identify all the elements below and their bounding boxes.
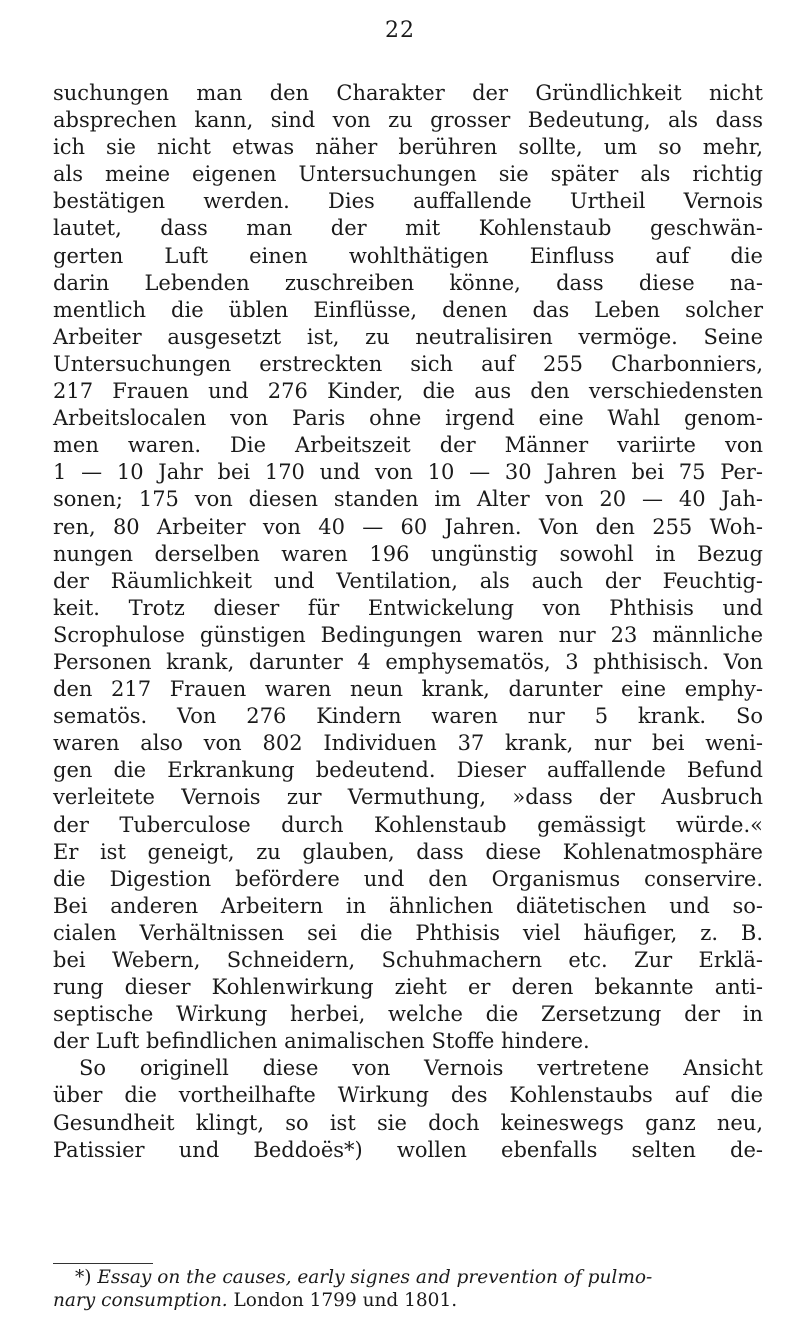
text-line: den 217 Frauen waren neun krank, darunter eine emphy-: [53, 677, 763, 702]
page-number: 22: [385, 18, 415, 43]
footnote-title-part2: nary consumption.: [53, 1290, 228, 1311]
text-line: sonen; 175 von diesen standen im Alter von 20 — 40 Jah-: [53, 487, 763, 512]
text-line: verleitete Vernois zur Vermuthung, »dass der Ausbruch: [53, 785, 763, 810]
text-line: absprechen kann, sind von zu grosser Bedeutung, als dass: [53, 108, 763, 133]
footnote-marker: *): [75, 1267, 92, 1288]
text-line: rung dieser Kohlenwirkung zieht er deren bekannte anti-: [53, 975, 763, 1000]
text-line: Patissier und Beddoës*) wollen ebenfalls selten de-: [53, 1137, 763, 1162]
text-line: Personen krank, darunter 4 emphysematös, 3 phthisisch. Von: [53, 649, 763, 674]
text-line: gen die Erkrankung bedeutend. Dieser auffallende Befund: [53, 758, 763, 783]
text-line: der Tuberculose durch Kohlenstaub gemässigt würde.«: [53, 812, 763, 837]
text-line: suchungen man den Charakter der Gründlichkeit nicht: [53, 81, 763, 105]
text-line: ich sie nicht etwas näher berühren sollte, um so mehr,: [53, 135, 763, 160]
text-line: keit. Trotz dieser für Entwickelung von Phthisis und: [53, 595, 763, 620]
text-line: cialen Verhältnissen sei die Phthisis viel häufiger, z. B.: [53, 920, 763, 945]
text-line: septische Wirkung herbei, welche die Zersetzung der in: [53, 1002, 763, 1027]
text-line: der Räumlichkeit und Ventilation, als auch der Feuchtig-: [53, 568, 763, 593]
text-line: Scrophulose günstigen Bedingungen waren nur 23 männliche: [53, 622, 763, 647]
text-line: über die vortheilhafte Wirkung des Kohlenstaubs auf die: [53, 1083, 763, 1108]
text-line: die Digestion befördere und den Organismus conservire.: [53, 866, 763, 891]
text-line: bestätigen werden. Dies auffallende Urtheil Vernois: [53, 189, 763, 214]
text-line: Arbeitslocalen von Paris ohne irgend eine Wahl genom-: [53, 406, 763, 431]
text-line: Bei anderen Arbeitern in ähnlichen diätetischen und so-: [53, 893, 763, 918]
text-line: als meine eigenen Untersuchungen sie später als richtig: [53, 162, 763, 187]
footnote-title-part1: Essay on the causes, early signes and prevention of pulmo-: [97, 1267, 653, 1288]
text-line: sematös. Von 276 Kindern waren nur 5 krank. So: [53, 704, 763, 729]
text-line: Untersuchungen erstreckten sich auf 255 Charbonniers,: [53, 351, 763, 376]
footnote-line-2: [53, 1289, 763, 1312]
body-text: [53, 80, 763, 1164]
text-line: der Luft befindlichen animalischen Stoffe hindere.: [53, 1029, 590, 1054]
footnote-imprint: London 1799 und 1801.: [233, 1290, 458, 1311]
text-line: men waren. Die Arbeitszeit der Männer variirte von: [53, 433, 763, 458]
text-line: gerten Luft einen wohlthätigen Einfluss auf die: [53, 243, 763, 268]
text-line: nungen derselben waren 196 ungünstig sowohl in Bezug: [53, 541, 763, 566]
text-line: waren also von 802 Individuen 37 krank, nur bei weni-: [53, 731, 763, 756]
text-line: 1 — 10 Jahr bei 170 und von 10 — 30 Jahren bei 75 Per-: [53, 460, 763, 485]
text-line: Er ist geneigt, zu glauben, dass diese Kohlenatmosphäre: [53, 839, 763, 864]
footnote-divider: [53, 1263, 153, 1264]
footnote-line-1: [53, 1266, 763, 1289]
text-line: Arbeiter ausgesetzt ist, zu neutralisiren vermöge. Seine: [53, 324, 763, 349]
footnote: [53, 1266, 763, 1312]
text-line: 217 Frauen und 276 Kinder, die aus den verschiedensten: [53, 379, 763, 404]
text-line: So originell diese von Vernois vertretene Ansicht: [79, 1056, 763, 1081]
text-line: mentlich die üblen Einflüsse, denen das Leben solcher: [53, 297, 763, 322]
text-line: darin Lebenden zuschreiben könne, dass diese na-: [53, 270, 763, 295]
text-line: ren, 80 Arbeiter von 40 — 60 Jahren. Von den 255 Woh-: [53, 514, 763, 539]
text-line: lautet, dass man der mit Kohlenstaub geschwän-: [53, 216, 763, 241]
text-line: Gesundheit klingt, so ist sie doch keineswegs ganz neu,: [53, 1110, 763, 1135]
text-line: bei Webern, Schneidern, Schuhmachern etc. Zur Erklä-: [53, 948, 763, 972]
